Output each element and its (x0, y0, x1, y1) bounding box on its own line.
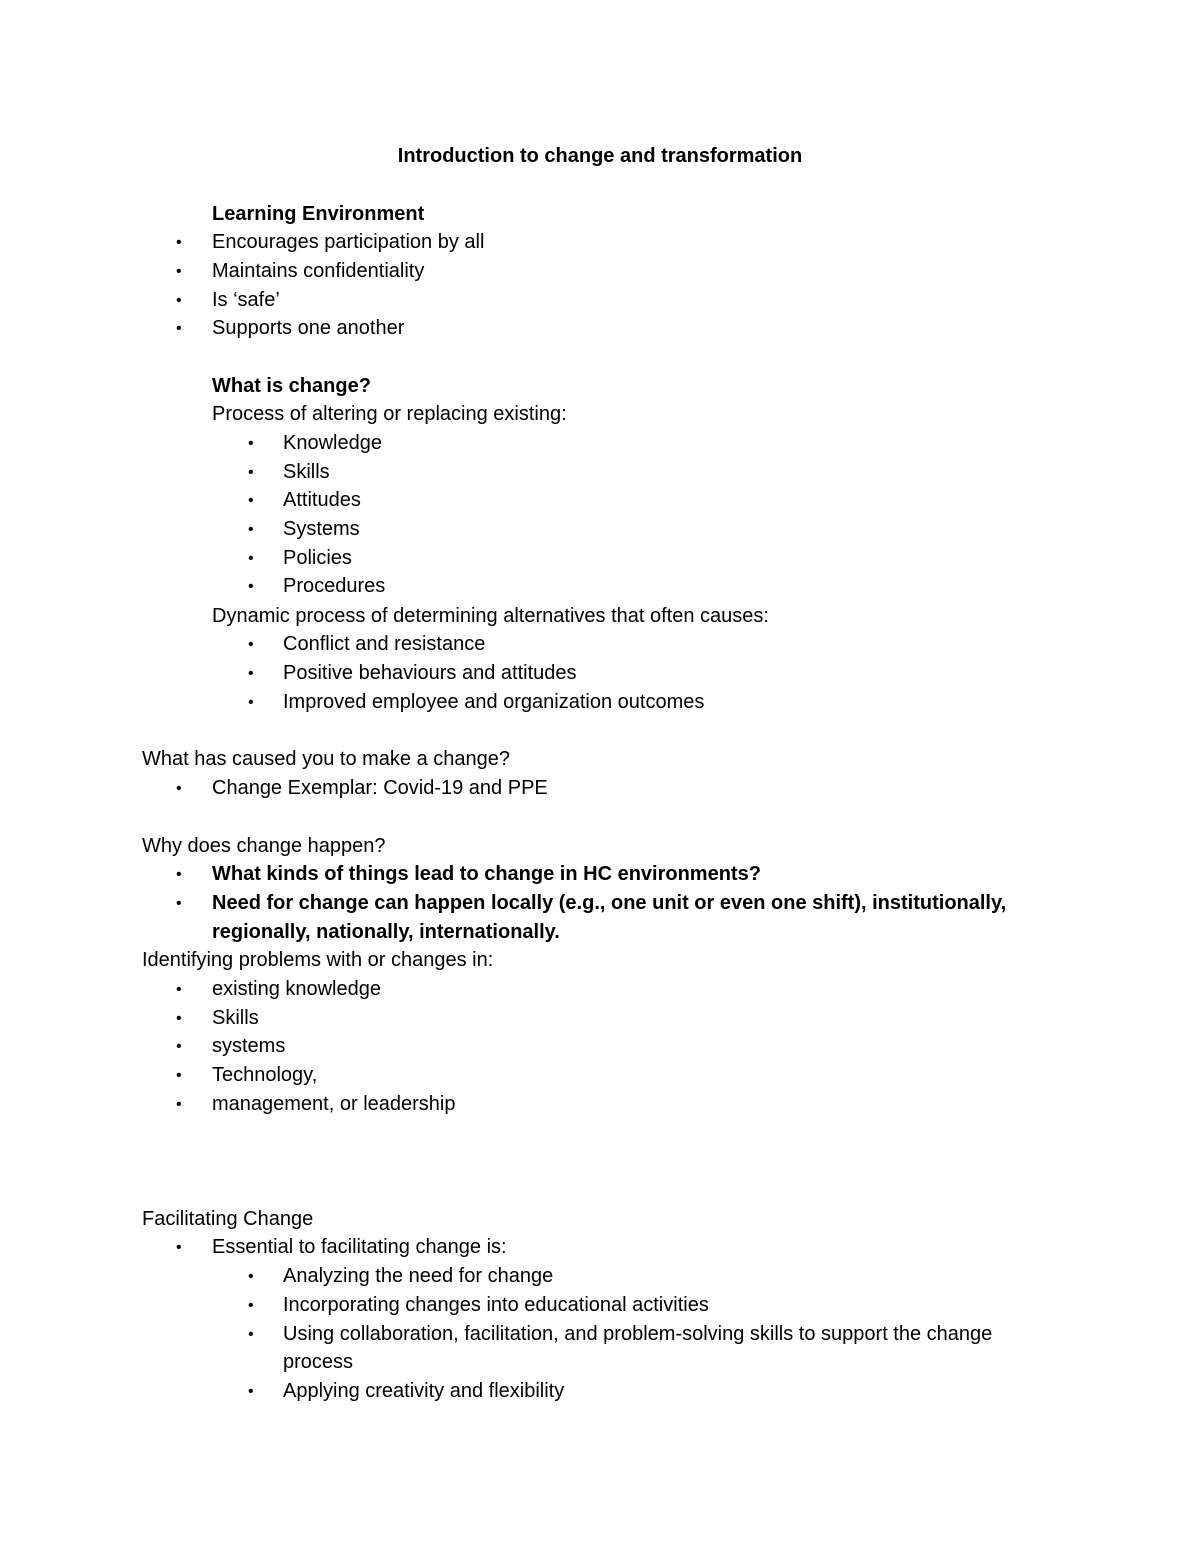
facilitating-change-heading: Facilitating Change (142, 1208, 314, 1230)
learning-environment-item: Maintains confidentiality (212, 260, 425, 282)
bullet-icon: • (176, 1067, 182, 1084)
bullet-icon: • (176, 292, 182, 309)
what-is-change-intro: Process of altering or replacing existing: (212, 403, 567, 425)
identifying-item: Skills (212, 1007, 259, 1029)
bullet-icon: • (248, 550, 254, 567)
facilitating-change-item: Essential to facilitating change is: (212, 1236, 507, 1258)
identifying-item: systems (212, 1035, 286, 1057)
dynamic-item: Conflict and resistance (283, 633, 486, 655)
bullet-icon: • (176, 234, 182, 251)
bullet-icon: • (248, 1383, 254, 1400)
bullet-icon: • (248, 1326, 254, 1343)
bullet-icon: • (248, 464, 254, 481)
change-item: Attitudes (283, 489, 361, 511)
bullet-icon: • (248, 636, 254, 653)
change-item: Systems (283, 518, 360, 540)
why-change-item: Need for change can happen locally (e.g., one unit or even one shift), institutionally, (212, 892, 1007, 914)
learning-environment-heading: Learning Environment (212, 203, 425, 225)
facilitating-subitem: Incorporating changes into educational activities (283, 1294, 709, 1316)
bullet-icon: • (248, 665, 254, 682)
change-item: Procedures (283, 575, 386, 597)
bullet-icon: • (248, 1297, 254, 1314)
document-title: Introduction to change and transformation (397, 145, 803, 167)
dynamic-item: Improved employee and organization outcomes (283, 691, 705, 713)
bullet-icon: • (248, 694, 254, 711)
bullet-icon: • (248, 435, 254, 452)
learning-environment-item: Is ‘safe’ (212, 289, 280, 311)
facilitating-subitem: Using collaboration, facilitation, and problem-solving skills to support the change (283, 1323, 993, 1345)
why-change-item-continued: regionally, nationally, internationally. (212, 921, 560, 943)
bullet-icon: • (176, 1010, 182, 1027)
bullet-icon: • (248, 1268, 254, 1285)
bullet-icon: • (176, 1096, 182, 1113)
bullet-icon: • (176, 263, 182, 280)
facilitating-subitem: Applying creativity and flexibility (283, 1380, 565, 1402)
bullet-icon: • (176, 866, 182, 883)
identifying-item: Technology, (212, 1064, 318, 1086)
dynamic-process-intro: Dynamic process of determining alternatives that often causes: (212, 605, 769, 627)
caused-change-item: Change Exemplar: Covid-19 and PPE (212, 777, 548, 799)
dynamic-item: Positive behaviours and attitudes (283, 662, 577, 684)
caused-change-question: What has caused you to make a change? (142, 748, 511, 770)
change-item: Skills (283, 461, 330, 483)
facilitating-subitem: Analyzing the need for change (283, 1265, 554, 1287)
learning-environment-item: Supports one another (212, 317, 405, 339)
identifying-intro: Identifying problems with or changes in: (142, 949, 494, 971)
change-item: Policies (283, 547, 352, 569)
bullet-icon: • (176, 320, 182, 337)
bullet-icon: • (176, 1038, 182, 1055)
identifying-item: existing knowledge (212, 978, 381, 1000)
bullet-icon: • (176, 895, 182, 912)
identifying-item: management, or leadership (212, 1093, 456, 1115)
bullet-icon: • (176, 1239, 182, 1256)
what-is-change-heading: What is change? (212, 375, 371, 397)
bullet-icon: • (176, 780, 182, 797)
learning-environment-item: Encourages participation by all (212, 231, 485, 253)
bullet-icon: • (248, 578, 254, 595)
why-change-question: Why does change happen? (142, 835, 386, 857)
change-item: Knowledge (283, 432, 382, 454)
bullet-icon: • (176, 981, 182, 998)
bullet-icon: • (248, 492, 254, 509)
facilitating-subitem-continued: process (283, 1351, 354, 1373)
why-change-item: What kinds of things lead to change in HC environments? (212, 863, 761, 885)
bullet-icon: • (248, 521, 254, 538)
